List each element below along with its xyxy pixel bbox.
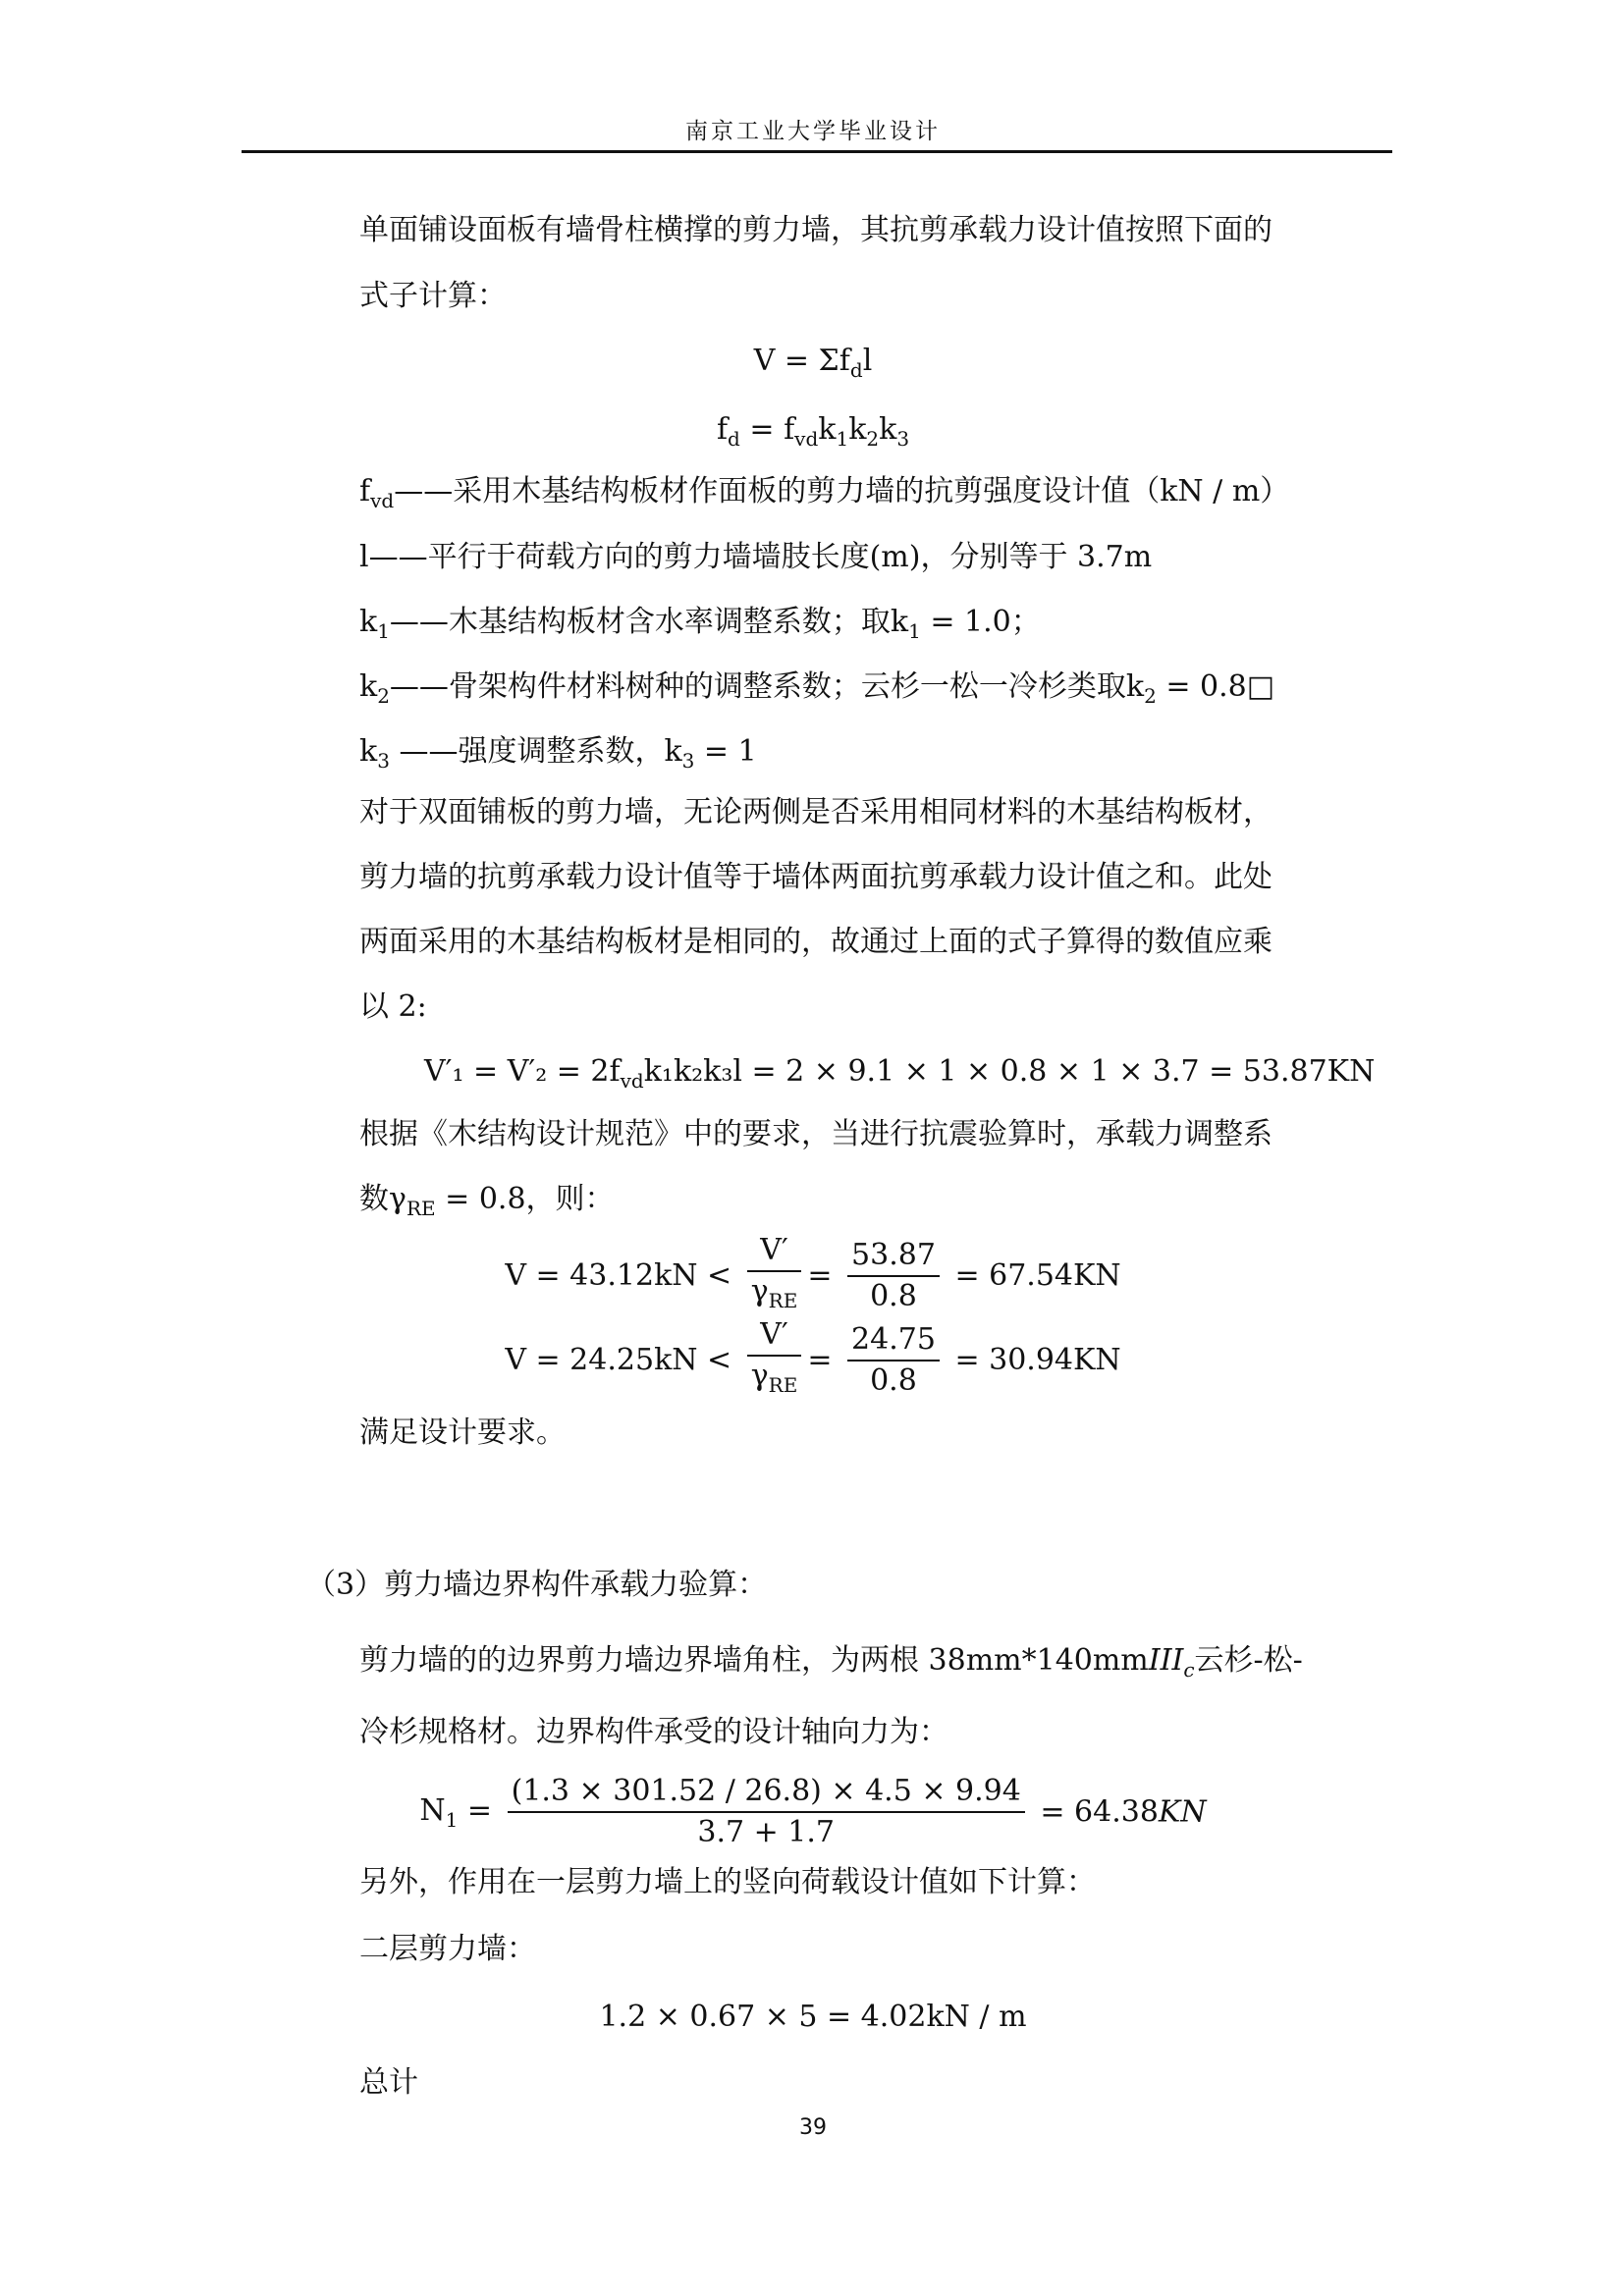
definition-k1: $k_1——$木基结构板材含水率调整系数；取$k_1 = 1.0$； [359,605,1041,643]
equation-v1-v2: $V'_1 = V'_2 = 2f_{vd}k_1k_2k_3l = 2 \times 9.1 \times 1 \times 0.8 \times 1 \times 3.7 = 53.87KN$ [424,1054,1376,1093]
section-heading: （3）剪力墙边界构件承载力验算： [306,1568,768,1602]
definition-k3: $k_3$ ——强度调整系数，$k_3 = 1$ [359,734,757,773]
paragraph-line: 冷杉规格材。边界构件承受的设计轴向力为： [359,1715,948,1749]
inequality-2: V = 24.25kN < $\frac{V'}{\gamma_{RE}}$ = $\frac{24.75}{0.8}$ = 30.94KN [242,1315,1384,1405]
paragraph-line: 根据《木结构设计规范》中的要求，当进行抗震验算时，承载力调整系 [359,1117,1272,1151]
header-rule [242,150,1392,153]
paragraph-line: 式子计算： [359,279,507,313]
paragraph-line: 对于双面铺板的剪力墙，无论两侧是否采用相同材料的木基结构板材， [359,795,1272,829]
paragraph-line: 总计 [359,2065,418,2100]
equation-n1: $N_1$ = $\frac{(1.3 \times 301.52 / 26.8) \times 4.5 \times 9.94}{3.7 + 1.7}$ = 64.38KN [242,1772,1384,1852]
definition-k2: $k_2——$骨架构件材料树种的调整系数；云杉一松一冷杉类取$k_2$ = 0.8□ [359,669,1275,708]
paragraph-line: 满足设计要求。 [359,1415,566,1450]
paragraph-line: 剪力墙的的边界剪力墙边界墙角柱，为两根 38mm*140mmIII$_c$云杉-松- [359,1643,1303,1682]
equation-v: $V = \Sigma f_dl$ [753,344,873,382]
paragraph-line: 以 2: [359,989,427,1024]
paragraph-line: 单面铺设面板有墙骨柱横撑的剪力墙，其抗剪承载力设计值按照下面的 [359,213,1272,247]
fraction: $\frac{53.87}{0.8}$ [847,1236,940,1316]
equation-load: 1.2 × 0.67 × 5 = 4.02kN / m [599,2000,1027,2034]
paragraph-line: 另外，作用在一层剪力墙上的竖向荷载设计值如下计算： [359,1865,1096,1899]
fraction: $\frac{(1.3 \times 301.52 / 26.8) \times 4.5 \times 9.94}{3.7 + 1.7}$ [508,1772,1025,1852]
page-number: 39 [799,2115,827,2140]
paragraph-line: 数$\gamma_{RE} = 0.8$，则： [359,1182,615,1220]
fraction: $\frac{V'}{\gamma_{RE}}$ [747,1315,802,1405]
paragraph-line: 二层剪力墙： [359,1932,536,1966]
running-header: 南京工业大学毕业设计 [685,119,941,144]
definition-l: l——平行于荷载方向的剪力墙墙肢长度(m)，分别等于 3.7m [359,540,1153,574]
inequality-1: V = 43.12kN < $\frac{V'}{\gamma_{RE}}$ = $\frac{53.87}{0.8}$ = 67.54KN [242,1231,1384,1320]
fraction: $\frac{V'}{\gamma_{RE}}$ [747,1231,802,1320]
equation-fd: $f_d = f_{vd}k_1k_2k_3$ [716,412,910,451]
paragraph-line: 两面采用的木基结构板材是相同的，故通过上面的式子算得的数值应乘 [359,925,1272,959]
definition-fvd: $f_{vd}——$采用木基结构板材作面板的剪力墙的抗剪强度设计值（kN / m） [359,474,1290,512]
fraction: $\frac{24.75}{0.8}$ [847,1320,940,1401]
paragraph-line: 剪力墙的抗剪承载力设计值等于墙体两面抗剪承载力设计值之和。此处 [359,860,1272,894]
